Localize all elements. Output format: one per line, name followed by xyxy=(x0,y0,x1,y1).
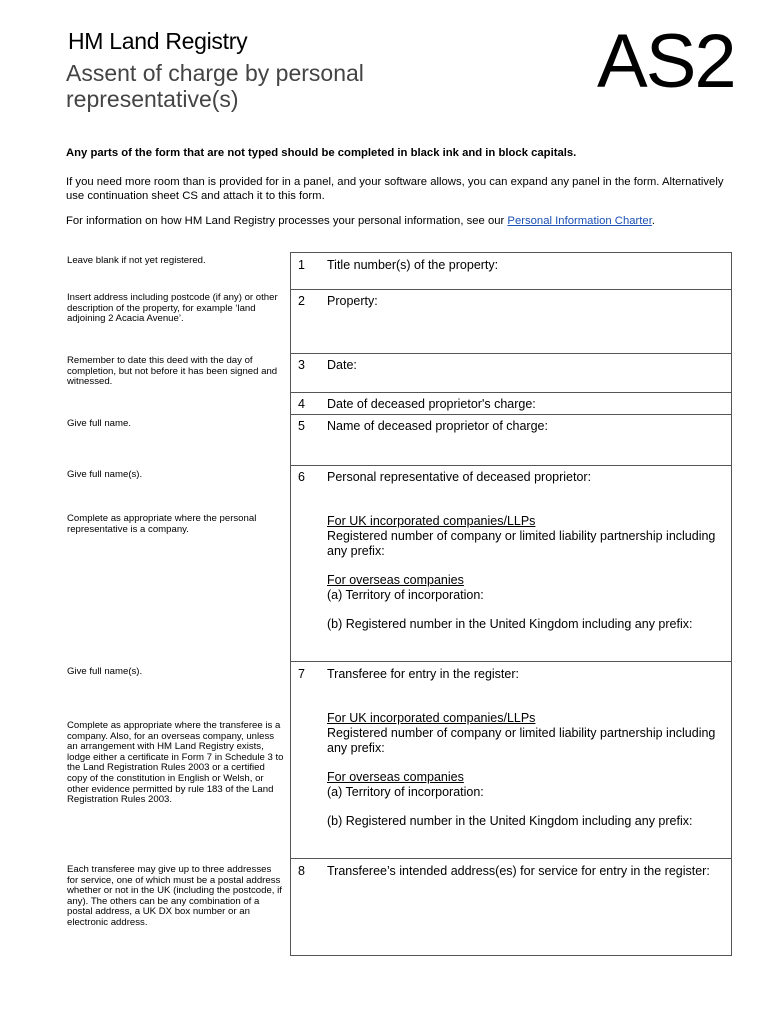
panel-label: Title number(s) of the property: xyxy=(327,258,499,272)
privacy-note-suffix: . xyxy=(651,215,655,227)
organisation-name: HM Land Registry xyxy=(68,28,248,54)
panel-property[interactable] xyxy=(290,289,732,354)
personal-information-charter-link[interactable]: Personal Information Charter xyxy=(507,215,652,227)
panel-number: 5 xyxy=(298,419,305,433)
territory-label: (a) Territory of incorporation: xyxy=(327,588,484,602)
privacy-note xyxy=(66,214,726,228)
panel-number: 1 xyxy=(298,258,305,272)
form-title-line1: Assent of charge by personal xyxy=(66,60,364,86)
privacy-note-prefix: For information on how HM Land Registry processes your personal information, see our xyxy=(66,215,508,227)
panel-transferee[interactable] xyxy=(290,661,732,859)
panel-label: Date: xyxy=(327,358,357,372)
panel-number: 3 xyxy=(298,358,305,372)
uk-company-heading: For UK incorporated companies/LLPs xyxy=(327,711,536,725)
form-title xyxy=(66,60,446,112)
panel-date[interactable] xyxy=(290,353,732,393)
note-personal-rep-name: Give full name(s). xyxy=(67,469,143,480)
panel-label: Transferee for entry in the register: xyxy=(327,667,519,681)
note-personal-rep-company: Complete as appropriate where the personal representative is a company. xyxy=(67,513,257,535)
panel-label: Name of deceased proprietor of charge: xyxy=(327,419,548,433)
ink-instruction: Any parts of the form that are not typed should be completed in black ink and in block capitals. xyxy=(66,147,577,159)
panel-label: Transferee’s intended address(es) for service for entry in the register: xyxy=(327,864,710,878)
note-title-number: Leave blank if not yet registered. xyxy=(67,255,206,266)
panel-number: 6 xyxy=(298,470,305,484)
panel-number: 4 xyxy=(298,397,305,411)
room-note: If you need more room than is provided for in a panel, and your software allows, you can expand any panel in the form. Alternatively use continuation sheet CS and attach it to this form. xyxy=(66,176,724,202)
uk-company-text: Registered number of company or limited liability partnership including any prefix: xyxy=(327,529,716,558)
registered-number-label: (b) Registered number in the United Kingdom including any prefix: xyxy=(327,814,693,828)
note-deceased-name: Give full name. xyxy=(67,418,131,429)
panel-personal-representative[interactable] xyxy=(290,465,732,662)
company-details xyxy=(327,711,727,829)
panel-deceased-proprietor[interactable] xyxy=(290,414,732,466)
form-code: AS2 xyxy=(597,19,735,104)
uk-company-text: Registered number of company or limited liability partnership including any prefix: xyxy=(327,726,716,755)
panel-charge-date[interactable] xyxy=(290,392,732,415)
note-property: Insert address including postcode (if any) or other description of the property, for example ‘land adjoining 2 Acacia Avenue’. xyxy=(67,292,278,325)
overseas-company-heading: For overseas companies xyxy=(327,573,464,587)
territory-label: (a) Territory of incorporation: xyxy=(327,785,484,799)
panel-label: Date of deceased proprietor's charge: xyxy=(327,397,536,411)
form-panels xyxy=(290,252,734,956)
form-title-line2: representative(s) xyxy=(66,86,239,112)
overseas-company-heading: For overseas companies xyxy=(327,770,464,784)
note-transferee-name: Give full name(s). xyxy=(67,666,143,677)
note-transferee-company: Complete as appropriate where the transferee is a company. Also, for an overseas company, unless an arrangement with HM Land Registry exists, lodge either a certificate in Form 7 in Schedule 3 to the Land Registration Rules 2003 or a certified copy of the constitution in English or Welsh, or other evidence permitted by rule 183 of the Land Registration Rules 2003. xyxy=(67,720,284,806)
panel-label: Property: xyxy=(327,294,378,308)
panel-label: Personal representative of deceased proprietor: xyxy=(327,470,592,484)
note-address-for-service: Each transferee may give up to three addresses for service, one of which must be a postal address whether or not in the UK (including the postcode, if any). The others can be any combination of a postal address, a UK DX box number or an electronic address. xyxy=(67,864,282,928)
note-date: Remember to date this deed with the day of completion, but not before it has been signed and witnessed. xyxy=(67,355,278,388)
panel-address-for-service[interactable] xyxy=(290,858,732,956)
panel-title-number[interactable] xyxy=(290,252,732,290)
registered-number-label: (b) Registered number in the United Kingdom including any prefix: xyxy=(327,617,693,631)
panel-number: 7 xyxy=(298,667,305,681)
company-details xyxy=(327,514,727,632)
panel-number: 2 xyxy=(298,294,305,308)
uk-company-heading: For UK incorporated companies/LLPs xyxy=(327,514,536,528)
panel-number: 8 xyxy=(298,864,305,878)
